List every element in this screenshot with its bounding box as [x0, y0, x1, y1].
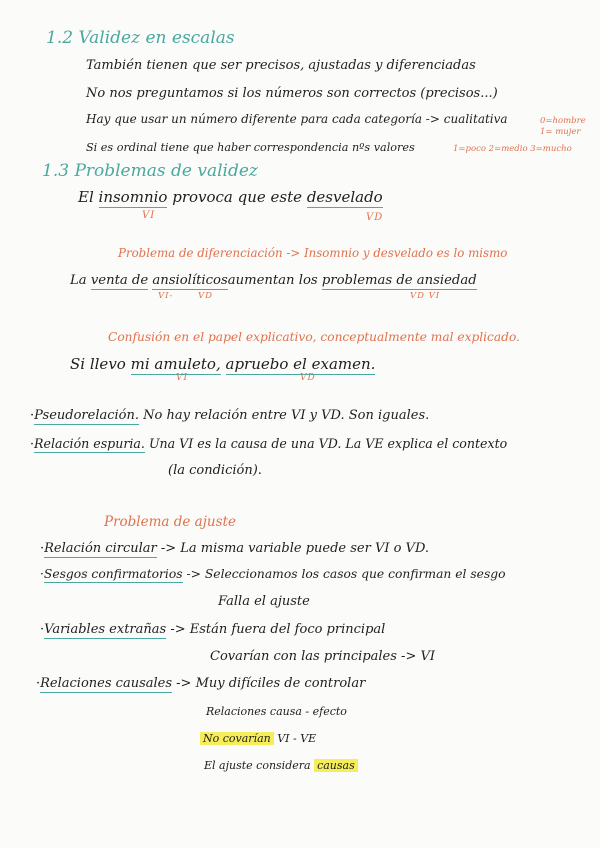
text: Si llevo	[70, 355, 126, 373]
vd-term: ansiolíticos	[152, 273, 228, 288]
example-sentence	[78, 188, 383, 206]
vi-term: mi amuleto,	[130, 355, 221, 373]
highlight: No covarían	[200, 732, 274, 745]
example-sentence	[70, 355, 375, 373]
bullet-item: ·Relación circular -> La misma variable puede ser VI o VD.	[40, 541, 430, 556]
bullet-text: Una VI es la causa de una VD. La VE explica el contexto	[148, 436, 508, 451]
vd-tag: VD	[366, 212, 384, 223]
bullet-item: ·Variables extrañas -> Están fuera del foco principal	[40, 622, 386, 637]
problem-note: Confusión en el papel explicativo, conceptualmente mal explicado.	[108, 330, 520, 344]
vi-tag: VI	[176, 373, 189, 383]
bullet-term: Variables extrañas	[44, 622, 167, 637]
subsection-title: Problema de ajuste	[104, 514, 236, 530]
text-line	[200, 732, 316, 745]
bullet-item: ·Relaciones causales -> Muy difíciles de controlar	[36, 676, 366, 691]
text-line: Hay que usar un número diferente para cada categoría -> cualitativa	[86, 112, 508, 126]
bullet-text: -> La misma variable puede ser VI o VD.	[160, 541, 430, 556]
bullet-term: Relación espuria.	[34, 436, 145, 451]
problem-note: Problema de diferenciación -> Insomnio y desvelado es lo mismo	[118, 246, 508, 260]
vd-term: desvelado	[306, 188, 383, 206]
section-title-1-2: 1.2 Validez en escalas	[46, 28, 235, 48]
text-line: Falla el ajuste	[218, 594, 310, 609]
term: problemas de ansiedad	[321, 273, 477, 288]
text: El	[78, 188, 94, 206]
text-line: Covarían con las principales -> VI	[210, 649, 435, 664]
note: 1= mujer	[540, 127, 581, 137]
text-line: También tienen que ser precisos, ajustadas y diferenciadas	[86, 58, 476, 73]
vi-tag: VI-	[158, 291, 174, 301]
bullet-term: Sesgos confirmatorios	[43, 567, 183, 581]
text: VI - VE	[277, 732, 317, 745]
bullet-term: Relaciones causales	[40, 676, 173, 691]
tag: VD VI	[410, 291, 441, 301]
bullet-text: -> Están fuera del foco principal	[170, 622, 386, 637]
bullet-text: No hay relación entre VI y VD. Son iguales.	[143, 408, 430, 423]
bullet-term: Relación circular	[44, 541, 157, 556]
text-line: Relaciones causa - efecto	[206, 705, 347, 718]
bullet-text: -> Muy difíciles de controlar	[176, 676, 366, 691]
vd-tag: VD	[198, 291, 213, 301]
bullet-text: -> Seleccionamos los casos que confirman el sesgo	[186, 567, 506, 581]
text: aumentan los	[227, 273, 318, 288]
vi-term: insomnio	[98, 188, 168, 206]
text: La	[70, 273, 87, 288]
section-title-1-3: 1.3 Problemas de validez	[42, 161, 258, 181]
bullet-item: ·Pseudorelación. No hay relación entre VI y VD. Son iguales.	[30, 408, 430, 423]
text: provoca que este	[172, 188, 303, 206]
bullet-item: ·Sesgos confirmatorios -> Seleccionamos los casos que confirman el sesgo	[40, 567, 506, 581]
text-line	[204, 759, 358, 772]
vi-tag: VI	[142, 210, 156, 221]
text-line: Si es ordinal tiene que haber correspondencia nºs valores	[86, 141, 415, 154]
vd-term: apruebo el examen.	[225, 355, 376, 373]
vd-tag: VD	[300, 373, 316, 383]
example-sentence	[70, 273, 477, 288]
text-line: No nos preguntamos si los números son correctos (precisos...)	[86, 86, 498, 101]
text-line: (la condición).	[168, 463, 262, 478]
highlight: causas	[314, 759, 358, 772]
bullet-item: ·Relación espuria. Una VI es la causa de una VD. La VE explica el contexto	[30, 436, 508, 451]
note: 0=hombre	[540, 116, 586, 126]
bullet-term: Pseudorelación.	[34, 408, 140, 423]
vi-term: venta de	[90, 273, 149, 288]
note: 1=poco 2=medio 3=mucho	[453, 144, 572, 154]
text: El ajuste considera	[204, 759, 311, 772]
